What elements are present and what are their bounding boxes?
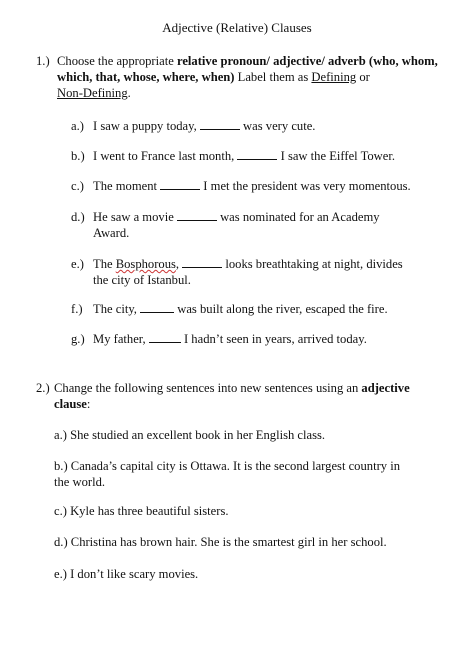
item-text: was very cute. (239, 119, 316, 133)
section1-instructions (57, 53, 447, 101)
list-item: d.) Christina has brown hair. She is the smartest girl in her school. (54, 535, 387, 549)
or-text: or (356, 70, 370, 84)
list-item: e.) I don’t like scary movies. (54, 567, 199, 581)
item-label: a.) (71, 119, 84, 133)
list-item (93, 301, 388, 317)
item-text: I saw a puppy today, (93, 119, 200, 133)
item-text: was nominated for an Academy (216, 210, 380, 224)
item-text: My father, (93, 332, 149, 346)
item-text: I went to France last month, (93, 149, 238, 163)
list-item: a.) She studied an excellent book in her English class. (54, 428, 326, 442)
instr-text-2: Label them as (234, 70, 312, 84)
item-text: the city of Istanbul. (93, 273, 191, 287)
list-item (93, 331, 367, 347)
item-text: , (175, 257, 183, 271)
instr-text: : (86, 397, 91, 411)
instr-bold: relative pronoun/ adjective/ adverb (who, whom, which, that, whose, where, when) (57, 54, 438, 84)
list-item (93, 178, 411, 194)
item-text: Award. (93, 226, 130, 240)
instr-text: Choose the appropriate (57, 54, 177, 68)
period: . (127, 86, 131, 100)
item-text: The city, (93, 302, 141, 316)
item-text: I saw the Eiffel Tower. (277, 149, 396, 163)
item-label: e.) (71, 257, 84, 271)
item-text: was built along the river, escaped the fire. (174, 302, 388, 316)
item-label: b.) (71, 149, 85, 163)
item-label: g.) (71, 332, 85, 346)
instr-bold: clause (54, 397, 87, 411)
item-label: f.) (71, 302, 83, 316)
instr-bold: adjective (361, 381, 410, 395)
item-text: The moment (93, 179, 161, 193)
section2-instructions (54, 380, 449, 412)
answer-blank[interactable] (177, 210, 217, 221)
section2-number: 2.) (36, 381, 50, 395)
answer-blank[interactable] (140, 302, 174, 313)
list-item (93, 256, 438, 288)
item-text: He saw a movie (93, 210, 177, 224)
item-text: looks breathtaking at night, divides (222, 257, 403, 271)
section1-number: 1.) (36, 54, 50, 68)
defining-label: Defining (311, 70, 357, 84)
item-text: I hadn’t seen in years, arrived today. (180, 332, 367, 346)
list-item: c.) Kyle has three beautiful sisters. (54, 504, 229, 518)
list-item (93, 148, 395, 164)
non-defining-label: Non-Defining (57, 86, 128, 100)
item-text: I met the president was very momentous. (200, 179, 411, 193)
page-title: Adjective (Relative) Clauses (162, 20, 312, 35)
list-item (93, 209, 433, 241)
item-text: b.) Canada’s capital city is Ottawa. It is the second largest country in (54, 459, 401, 473)
list-item (93, 118, 315, 134)
list-item (54, 458, 449, 490)
item-label: c.) (71, 179, 84, 193)
instr-text: Change the following sentences into new sentences using an (54, 381, 362, 395)
answer-blank[interactable] (237, 149, 277, 160)
answer-blank[interactable] (200, 119, 240, 130)
answer-blank[interactable] (182, 257, 222, 268)
misspelled-word: Bosphorous (115, 257, 176, 271)
item-label: d.) (71, 210, 85, 224)
answer-blank[interactable] (149, 332, 181, 343)
answer-blank[interactable] (160, 179, 200, 190)
item-text: the world. (54, 475, 106, 489)
item-text: The (93, 257, 116, 271)
